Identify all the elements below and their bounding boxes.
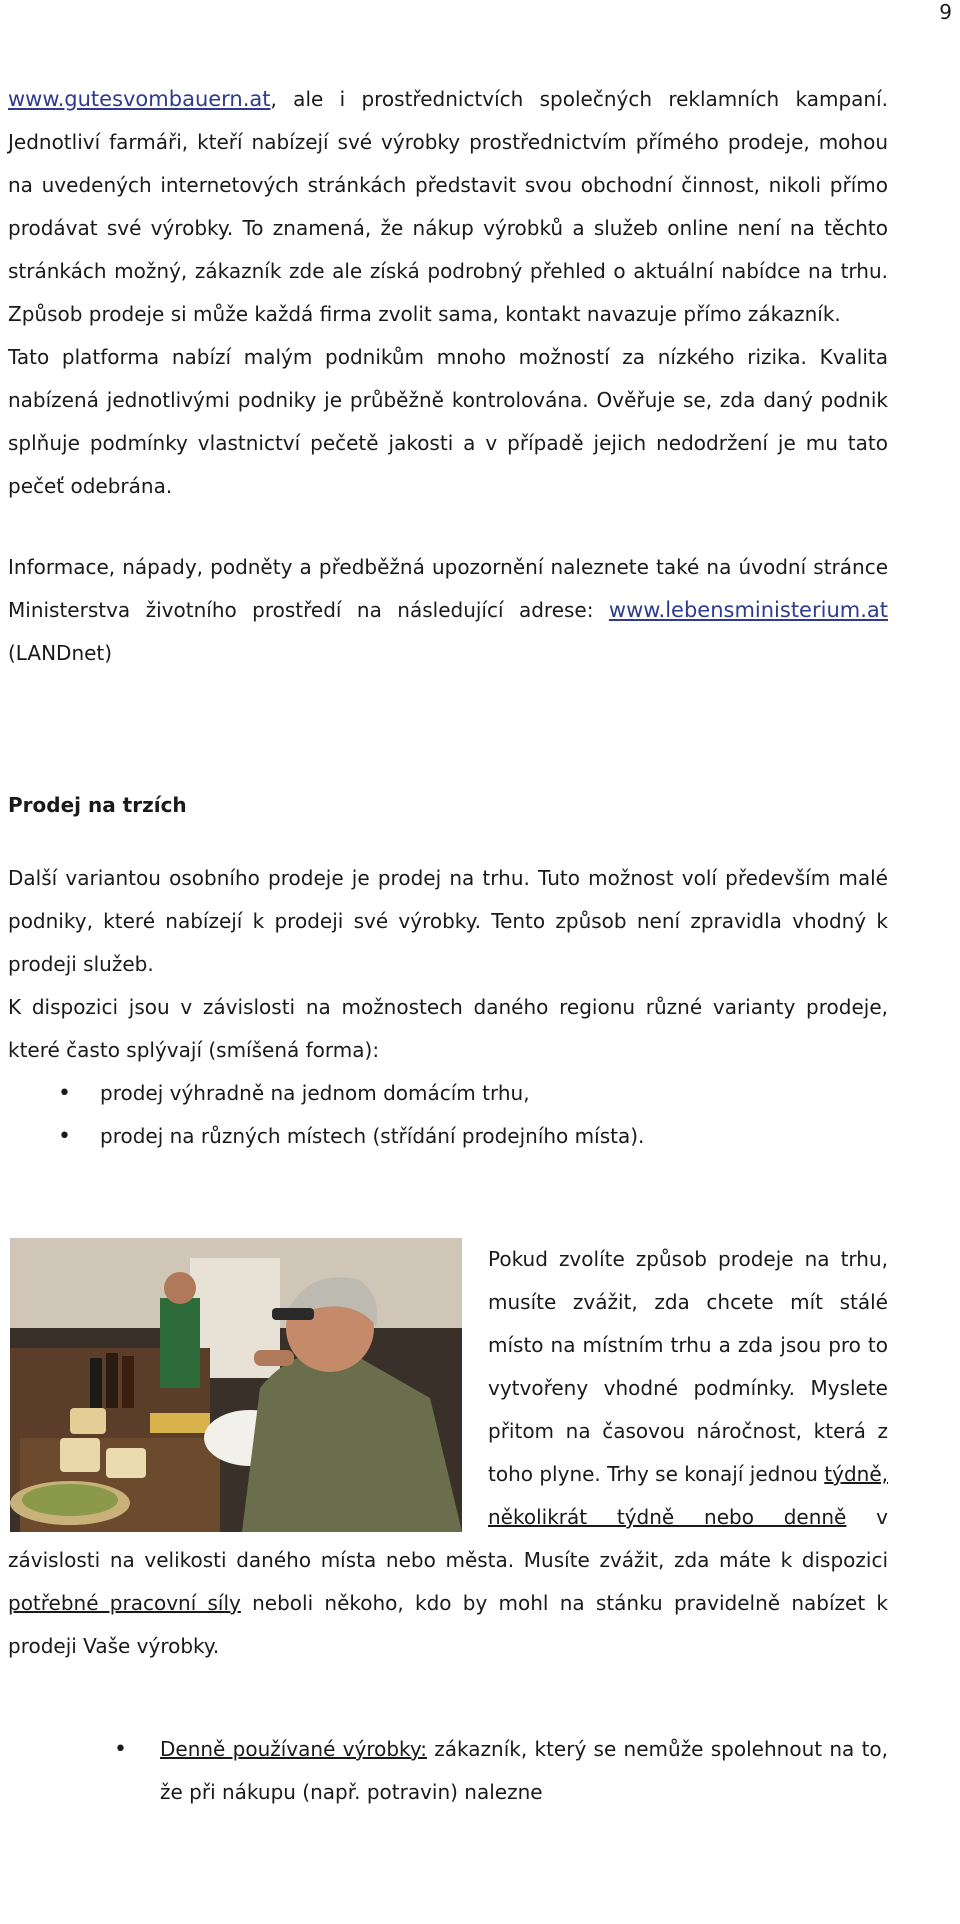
list-item: • prodej výhradně na jednom domácím trhu, xyxy=(100,1072,888,1115)
paragraph-text: v závislosti na velikosti daného místa nebo města. Musíte zvážit, zda máte k dispozici xyxy=(8,1505,888,1572)
list-item-term: Denně používané výrobky: xyxy=(160,1737,428,1761)
link-gutesvombauern[interactable]: www.gutesvombauern.at xyxy=(8,87,271,111)
paragraph-text: neboli někoho, kdo by mohl na stánku pravidelně nabízet k prodeji Vaše výrobky. xyxy=(8,1591,888,1658)
list-item-text: zákazník, který se nemůže spolehnout na to, že při nákupu (např. potravin) nalezne xyxy=(160,1737,888,1804)
variant-list xyxy=(8,1072,888,1158)
paragraph-market-intro: Další variantou osobního prodeje je prodej na trhu. Tuto možnost volí především malé podniky, které nabízejí k prodeji své výrobky. Tento způsob není zpravidla vhodný k prodeji služeb. xyxy=(8,866,888,976)
list-item: • prodej na různých místech (střídání prodejního místa). xyxy=(100,1115,888,1158)
figure-block xyxy=(8,1238,888,1668)
paragraph-platform-quality: Tato platforma nabízí malým podnikům mnoho možností za nízkého rizika. Kvalita nabízená jednotlivými podniky je průběžně kontrolována. Ověřuje se, zda daný podnik splňuje podmínky vlastnictví pečetě jakosti a v případě jejich nedodržení je mu tato pečeť odebrána. xyxy=(8,345,888,498)
product-type-list xyxy=(8,1728,888,1814)
link-suffix: (LANDnet) xyxy=(8,641,113,665)
section-heading: Prodej na trzích xyxy=(8,793,187,817)
market-stall-photo xyxy=(10,1238,462,1532)
list-item xyxy=(160,1728,888,1814)
link-lebensministerium[interactable]: www.lebensministerium.at xyxy=(608,598,888,622)
paragraph-market-variants: K dispozici jsou v závislosti na možnostech daného regionu různé varianty prodeje, které často splývají (smíšená forma): xyxy=(8,995,888,1062)
paragraph-text: Informace, nápady, podněty a předběžná upozornění naleznete také na úvodní stránce Ministerstva životního prostředí na následující adrese: xyxy=(8,555,888,622)
paragraph-info-ministry xyxy=(8,546,888,675)
paragraph-text: , ale i prostřednictvích společných reklamních kampaní. Jednotliví farmáři, kteří nabízejí své výrobky prostřednictvím přímého prodeje, mohou na uvedených internetových stránkách představit svou obchodní činnost, nikoli přímo prodávat své výrobky. To znamená, že nákup výrobků a služeb online není na těchto stránkách možný, zákazník zde ale získá podrobný přehled o aktuální nabídce na trhu. Způsob prodeje si může každá firma zvolit sama, kontakt navazuje přímo zákazník. xyxy=(8,87,888,326)
paragraph-web-platform xyxy=(8,78,888,336)
paragraph-text: Pokud zvolíte způsob prodeje na trhu, musíte zvážit, zda chcete mít stálé místo na místním trhu a zda jsou pro to vytvořeny vhodné podmínky. Myslete přitom na časovou náročnost, která z toho plyne. Trhy se konají jednou xyxy=(488,1247,888,1486)
document-page xyxy=(8,78,888,1814)
underlined-frequency: týdně, několikrát týdně nebo denně xyxy=(488,1462,888,1529)
page-number: 9 xyxy=(939,0,952,24)
underlined-workforce: potřebné pracovní síly xyxy=(8,1591,241,1615)
